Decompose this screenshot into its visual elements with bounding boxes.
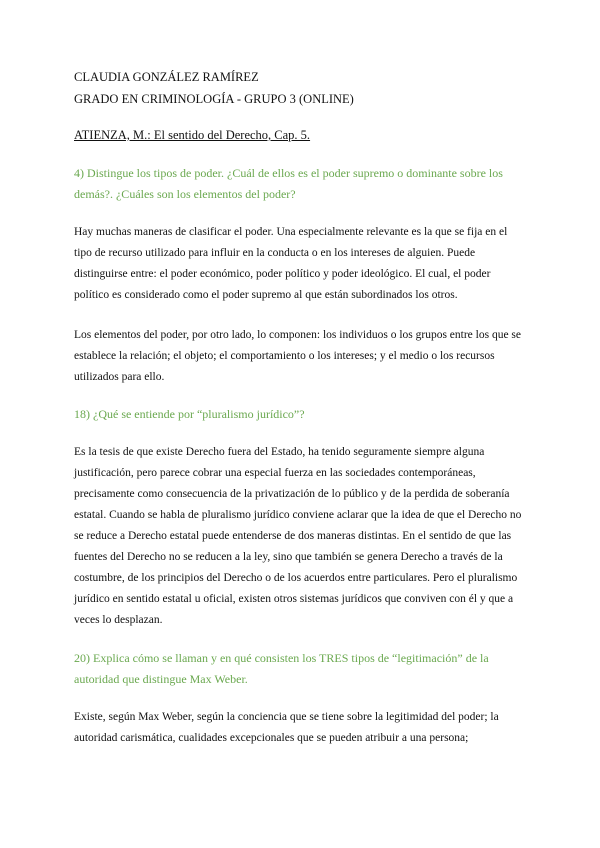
answer-20-paragraph: Existe, según Max Weber, según la conciencia que se tiene sobre la legitimidad del poder; la autoridad carismática, cualidades excepcionales que se pueden atribuir a una persona; bbox=[74, 711, 499, 744]
question-18: 18) ¿Qué se entiende por “pluralismo jurídico”? bbox=[74, 407, 305, 421]
question-20: 20) Explica cómo se llaman y en qué consisten los TRES tipos de “legitimación” de la autoridad que distingue Max Weber. bbox=[74, 651, 489, 686]
question-4: 4) Distingue los tipos de poder. ¿Cuál de ellos es el poder supremo o dominante sobre los demás?. ¿Cuáles son los elementos del poder? bbox=[74, 166, 503, 201]
answer-4-paragraph-1: Hay muchas maneras de clasificar el poder. Una especialmente relevante es la que se fija en el tipo de recurso utilizado para influir en la conducta o en los intereses de alguien. Puede distinguirse entre: el poder económico, poder político y poder ideológico. El cual, el poder político es considerado como el poder supremo al que están subordinados los otros. bbox=[74, 226, 508, 301]
answer-18-paragraph: Es la tesis de que existe Derecho fuera del Estado, ha tenido seguramente siempre alguna justificación, pero parece cobrar una especial fuerza en las sociedades contemporáneas, precisamente como consecuencia de la privatización de lo público y de la perdida de soberanía estatal. Cuando se habla de pluralismo jurídico conviene aclarar que la idea de que el Derecho no se reduce a Derecho estatal puede entenderse de dos maneras distintas. En el sentido de que las fuentes del Derecho no se reducen a la ley, sino que también se genera Derecho a través de la costumbre, de los principios del Derecho o de los acuerdos entre particulares. Pero el pluralismo jurídico en sentido estatal u oficial, existen otros sistemas jurídicos que conviven con él y que a veces lo desplazan. bbox=[74, 446, 522, 626]
answer-4-paragraph-2: Los elementos del poder, por otro lado, lo componen: los individuos o los grupos entre los que se establece la relación; el objeto; el comportamiento o los intereses; y el medio o los recursos utilizados para ello. bbox=[74, 329, 522, 383]
document-page bbox=[74, 66, 526, 749]
reference-title: ATIENZA, M.: El sentido del Derecho, Cap. 5. bbox=[74, 128, 311, 142]
author-name: CLAUDIA GONZÁLEZ RAMÍREZ bbox=[74, 70, 259, 84]
degree-program: GRADO EN CRIMINOLOGÍA - GRUPO 3 (ONLINE) bbox=[74, 92, 354, 106]
